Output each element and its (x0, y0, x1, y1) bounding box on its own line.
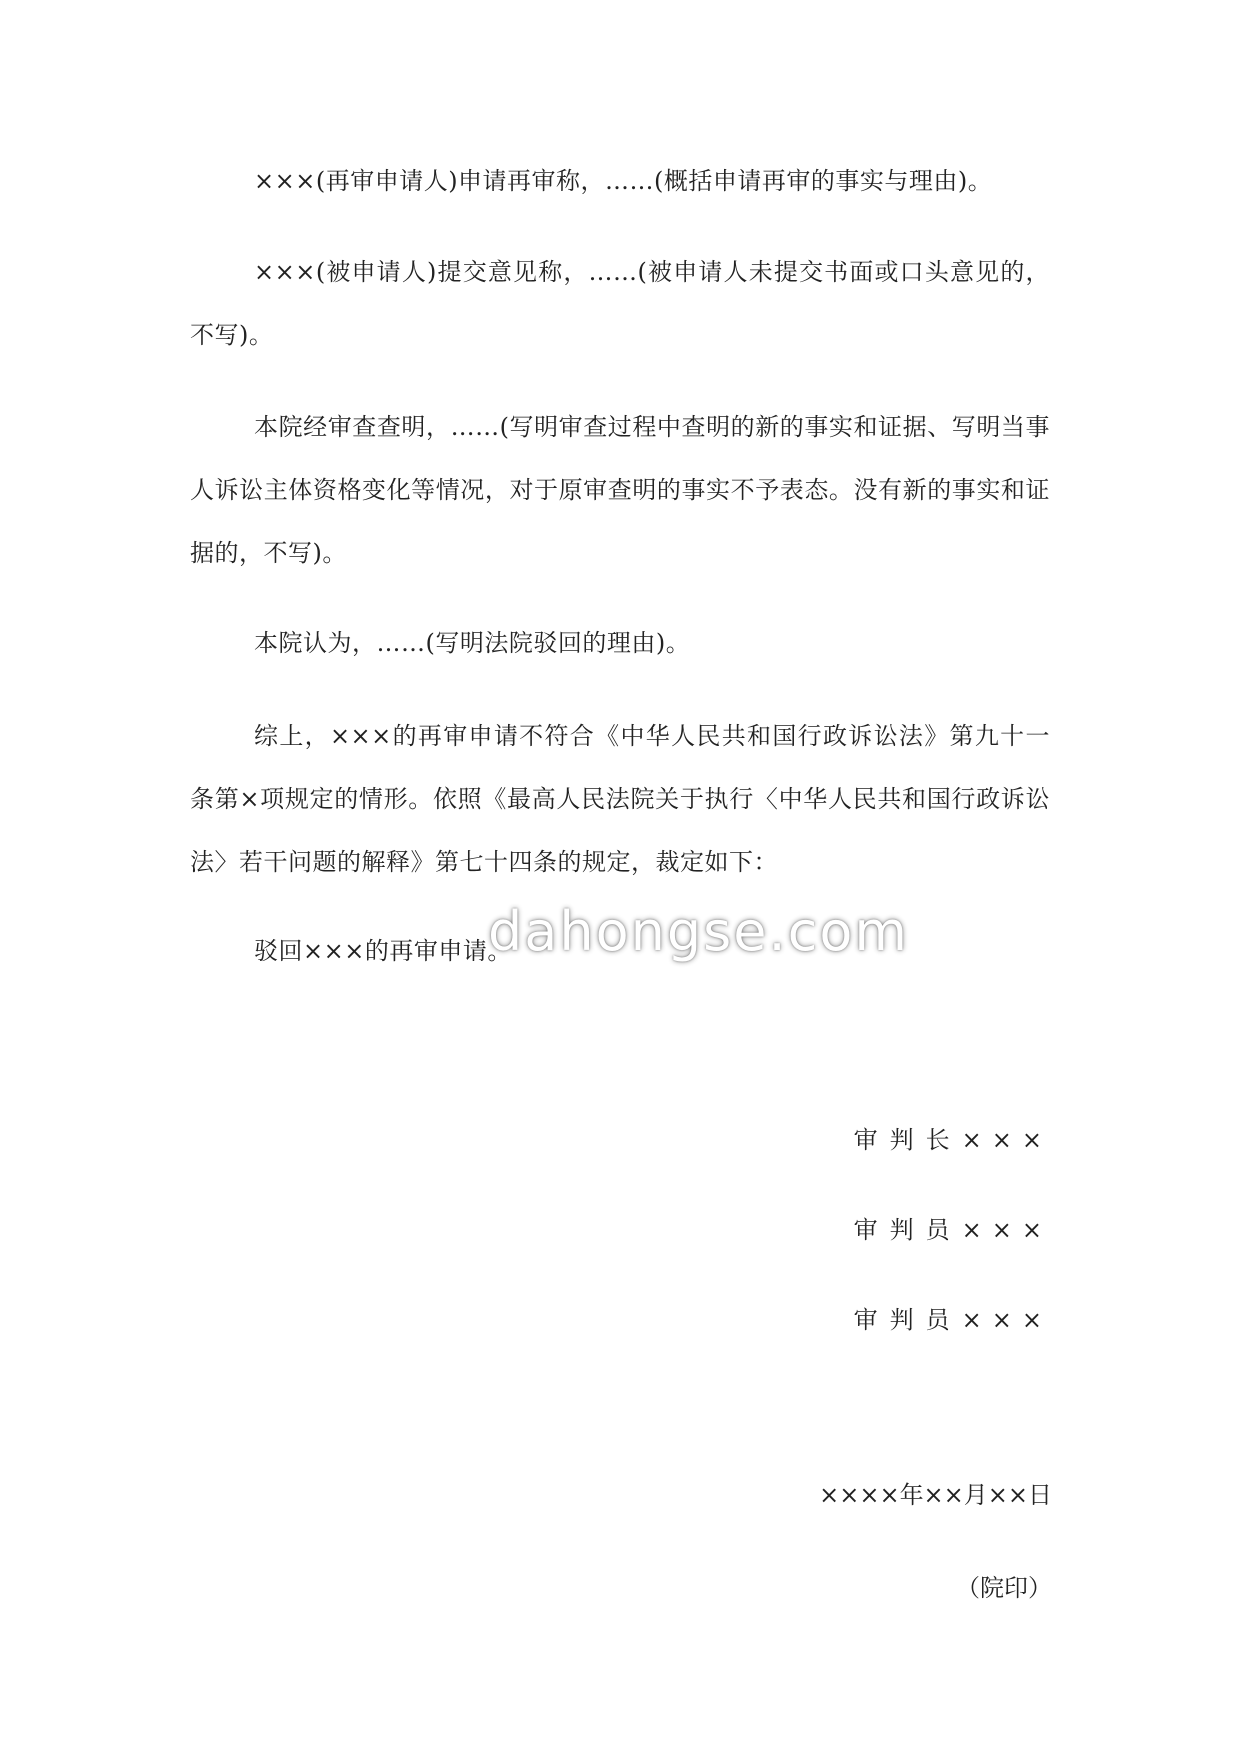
signature-judge-1 (854, 1212, 1052, 1248)
signature-role: 审判员 (853, 1306, 962, 1334)
signature-presiding-judge (854, 1122, 1052, 1158)
paragraph-ruling: 驳回×××的再审申请。 (254, 937, 512, 965)
court-seal-note: （院印） (956, 1574, 1052, 1602)
ruling-date: ××××年××月××日 (819, 1481, 1052, 1509)
paragraph-court-findings: 本院经审查查明，……(写明审查过程中查明的新的事实和证据、写明当事人诉讼主体资格变化等情况，对于原审查明的事实不予表态。没有新的事实和证据的，不写)。 (190, 413, 1050, 567)
signature-name: ××× (961, 1216, 1052, 1244)
paragraph-court-reasoning: 本院认为，……(写明法院驳回的理由)。 (254, 629, 691, 657)
signature-judge-2 (854, 1302, 1052, 1338)
paragraph-respondent-opinion: ×××(被申请人)提交意见称，……(被申请人未提交书面或口头意见的，不写)。 (190, 258, 1050, 349)
paragraph-conclusion: 综上，×××的再审申请不符合《中华人民共和国行政诉讼法》第九十一条第×项规定的情形。依照《最高人民法院关于执行〈中华人民共和国行政诉讼法〉若干问题的解释》第七十四条的规定，裁定如下： (190, 722, 1050, 876)
signature-name: ××× (961, 1306, 1052, 1334)
signature-role: 审判员 (853, 1216, 962, 1244)
paragraph-applicant-claim: ×××(再审申请人)申请再审称，……(概括申请再审的事实与理由)。 (254, 167, 993, 195)
watermark-text: dahongse.com (488, 900, 909, 963)
signature-name: ××× (961, 1126, 1052, 1154)
signature-role: 审判长 (853, 1126, 962, 1154)
